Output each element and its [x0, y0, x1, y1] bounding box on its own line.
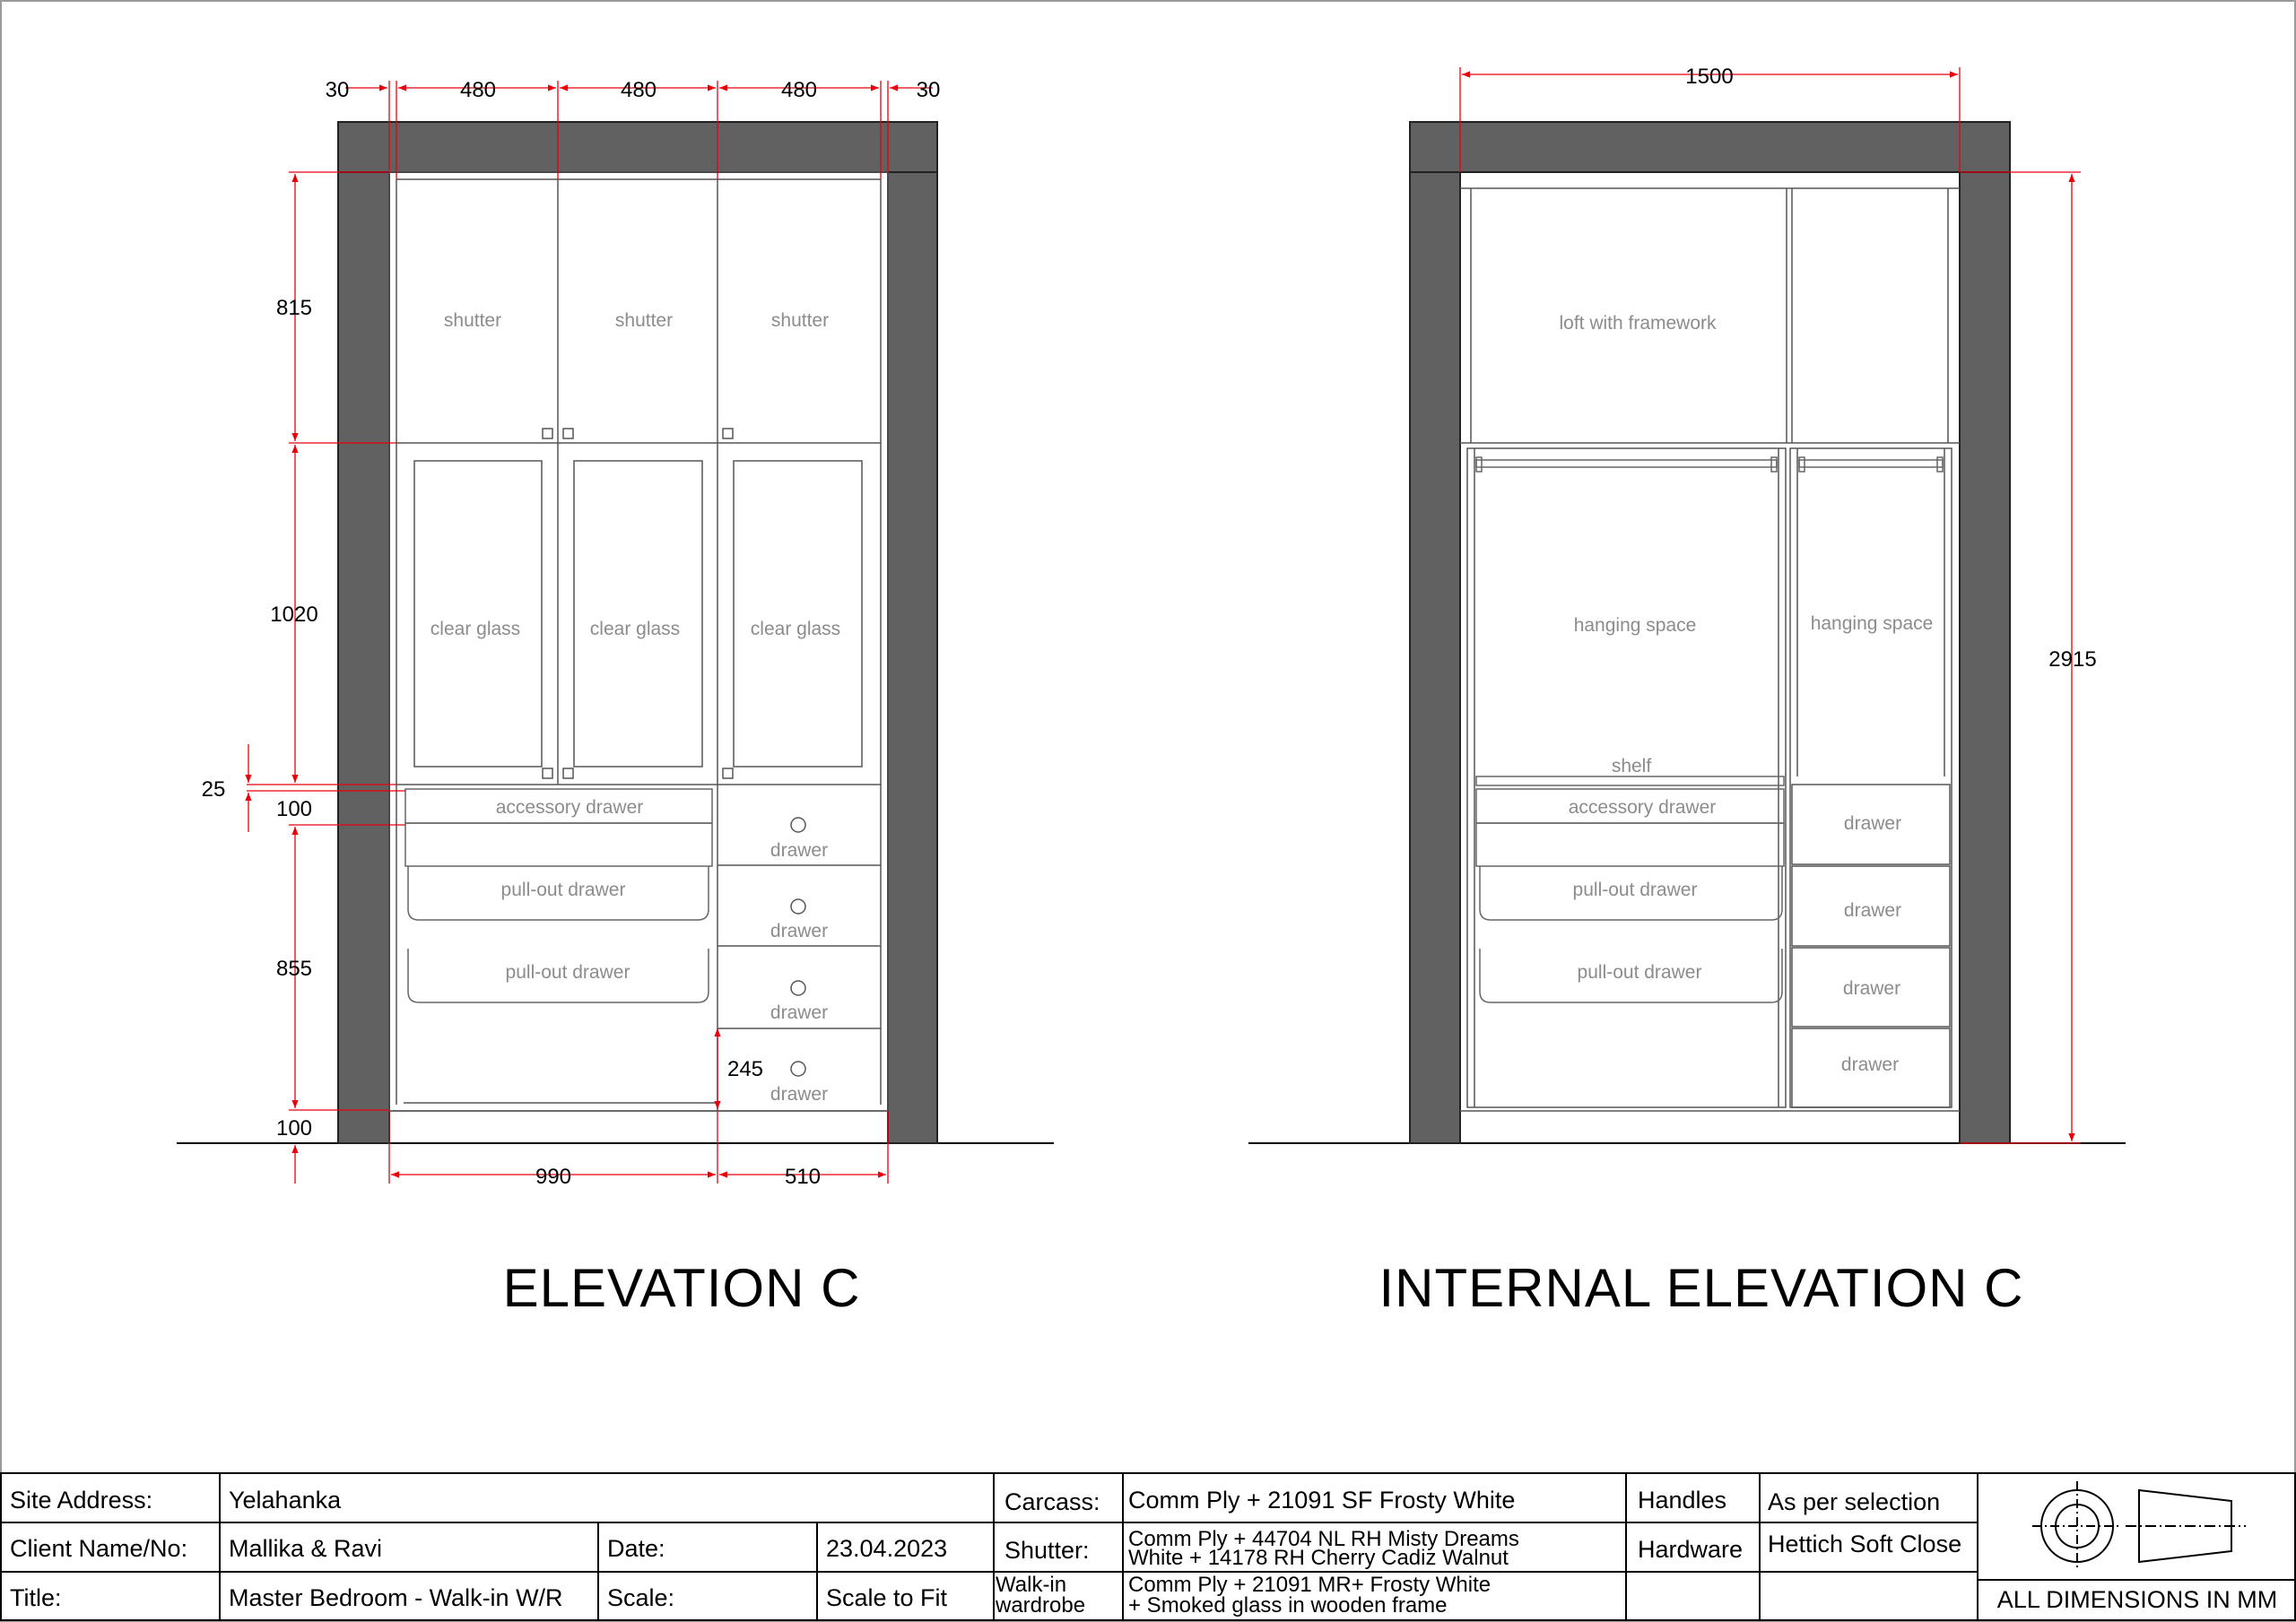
pullout-drawer-label-internal-1: pull-out drawer: [1572, 880, 1698, 900]
dim-bottom-left: 990: [535, 1165, 572, 1189]
drawer-label-internal-2: drawer: [1843, 900, 1902, 921]
date-label: Date:: [607, 1535, 665, 1562]
dim-glass: 1020: [270, 603, 318, 627]
walkin-spec-line-2: + Smoked glass in wooden frame: [1128, 1593, 1448, 1618]
dim-top-right: 30: [916, 78, 941, 102]
dim-lower: 855: [275, 957, 313, 981]
internal-elevation-c-title: INTERNAL ELEVATION C: [1378, 1258, 2024, 1318]
dim-drawer-height: 245: [726, 1057, 764, 1081]
scale-value: Scale to Fit: [826, 1584, 948, 1611]
dim-top-col1: 480: [459, 78, 497, 102]
dimensions-note: ALL DIMENSIONS IN MM: [1996, 1586, 2278, 1613]
dim-plinth: 100: [275, 1116, 313, 1141]
client-label: Client Name/No:: [10, 1535, 188, 1562]
shutter-spec-label: Shutter:: [1004, 1537, 1090, 1564]
pullout-drawer-label-1: pull-out drawer: [500, 880, 626, 900]
handles-value: As per selection: [1768, 1488, 1941, 1515]
dim-top-left: 30: [325, 78, 350, 102]
drawer-label-3: drawer: [770, 1002, 829, 1023]
dim-top-col3: 480: [780, 78, 818, 102]
hardware-value: Hettich Soft Close: [1768, 1531, 1962, 1557]
accessory-drawer-label: accessory drawer: [495, 797, 644, 818]
drawer-label-4: drawer: [770, 1084, 829, 1105]
glass-label-3: clear glass: [750, 619, 841, 639]
shutter-spec-line-2: White + 14178 RH Cherry Cadiz Walnut: [1128, 1546, 1509, 1570]
walkin-spec-line-1: Comm Ply + 21091 MR+ Frosty White: [1128, 1573, 1492, 1597]
drawer-label-1: drawer: [770, 840, 829, 861]
client-value: Mallika & Ravi: [229, 1535, 383, 1562]
dim-height: 2915: [2048, 647, 2097, 672]
accessory-drawer-label-internal: accessory drawer: [1568, 797, 1717, 818]
title-label: Title:: [10, 1584, 62, 1611]
scale-label: Scale:: [607, 1584, 675, 1611]
glass-label-2: clear glass: [589, 619, 681, 639]
shelf-label: shelf: [1611, 756, 1652, 776]
shutter-label-3: shutter: [770, 310, 830, 331]
dim-width: 1500: [1685, 65, 1734, 89]
hardware-label: Hardware: [1638, 1536, 1744, 1563]
site-address-label: Site Address:: [10, 1487, 153, 1514]
walkin-label-2: wardrobe: [996, 1593, 1086, 1618]
carcass-value: Comm Ply + 21091 SF Frosty White: [1128, 1487, 1516, 1514]
date-value: 23.04.2023: [826, 1535, 948, 1562]
drawer-label-2: drawer: [770, 921, 829, 941]
elevation-c-title: ELEVATION C: [502, 1258, 861, 1318]
carcass-label: Carcass:: [1004, 1488, 1100, 1515]
site-address-value: Yelahanka: [229, 1487, 342, 1514]
hanging-label-1: hanging space: [1573, 615, 1697, 636]
dim-loft: 815: [275, 296, 313, 320]
title-value: Master Bedroom - Walk-in W/R: [229, 1584, 563, 1611]
drawer-label-internal-3: drawer: [1842, 978, 1901, 999]
walkin-label-1: Walk-in: [996, 1573, 1067, 1597]
dim-top-col2: 480: [620, 78, 657, 102]
hanging-label-2: hanging space: [1810, 613, 1934, 634]
dim-gap: 25: [201, 777, 226, 802]
shutter-spec-line-1: Comm Ply + 44704 NL RH Misty Dreams: [1128, 1527, 1519, 1551]
drawer-label-internal-1: drawer: [1843, 813, 1902, 834]
pullout-drawer-label-internal-2: pull-out drawer: [1577, 962, 1702, 983]
glass-label-1: clear glass: [430, 619, 521, 639]
drawer-label-internal-4: drawer: [1840, 1054, 1900, 1075]
dim-bottom-right: 510: [784, 1165, 822, 1189]
loft-label: loft with framework: [1559, 313, 1717, 334]
shutter-label-2: shutter: [614, 310, 674, 331]
shutter-label-1: shutter: [443, 310, 502, 331]
handles-label: Handles: [1638, 1487, 1727, 1514]
pullout-drawer-label-2: pull-out drawer: [505, 962, 631, 983]
dim-acc: 100: [275, 797, 313, 821]
